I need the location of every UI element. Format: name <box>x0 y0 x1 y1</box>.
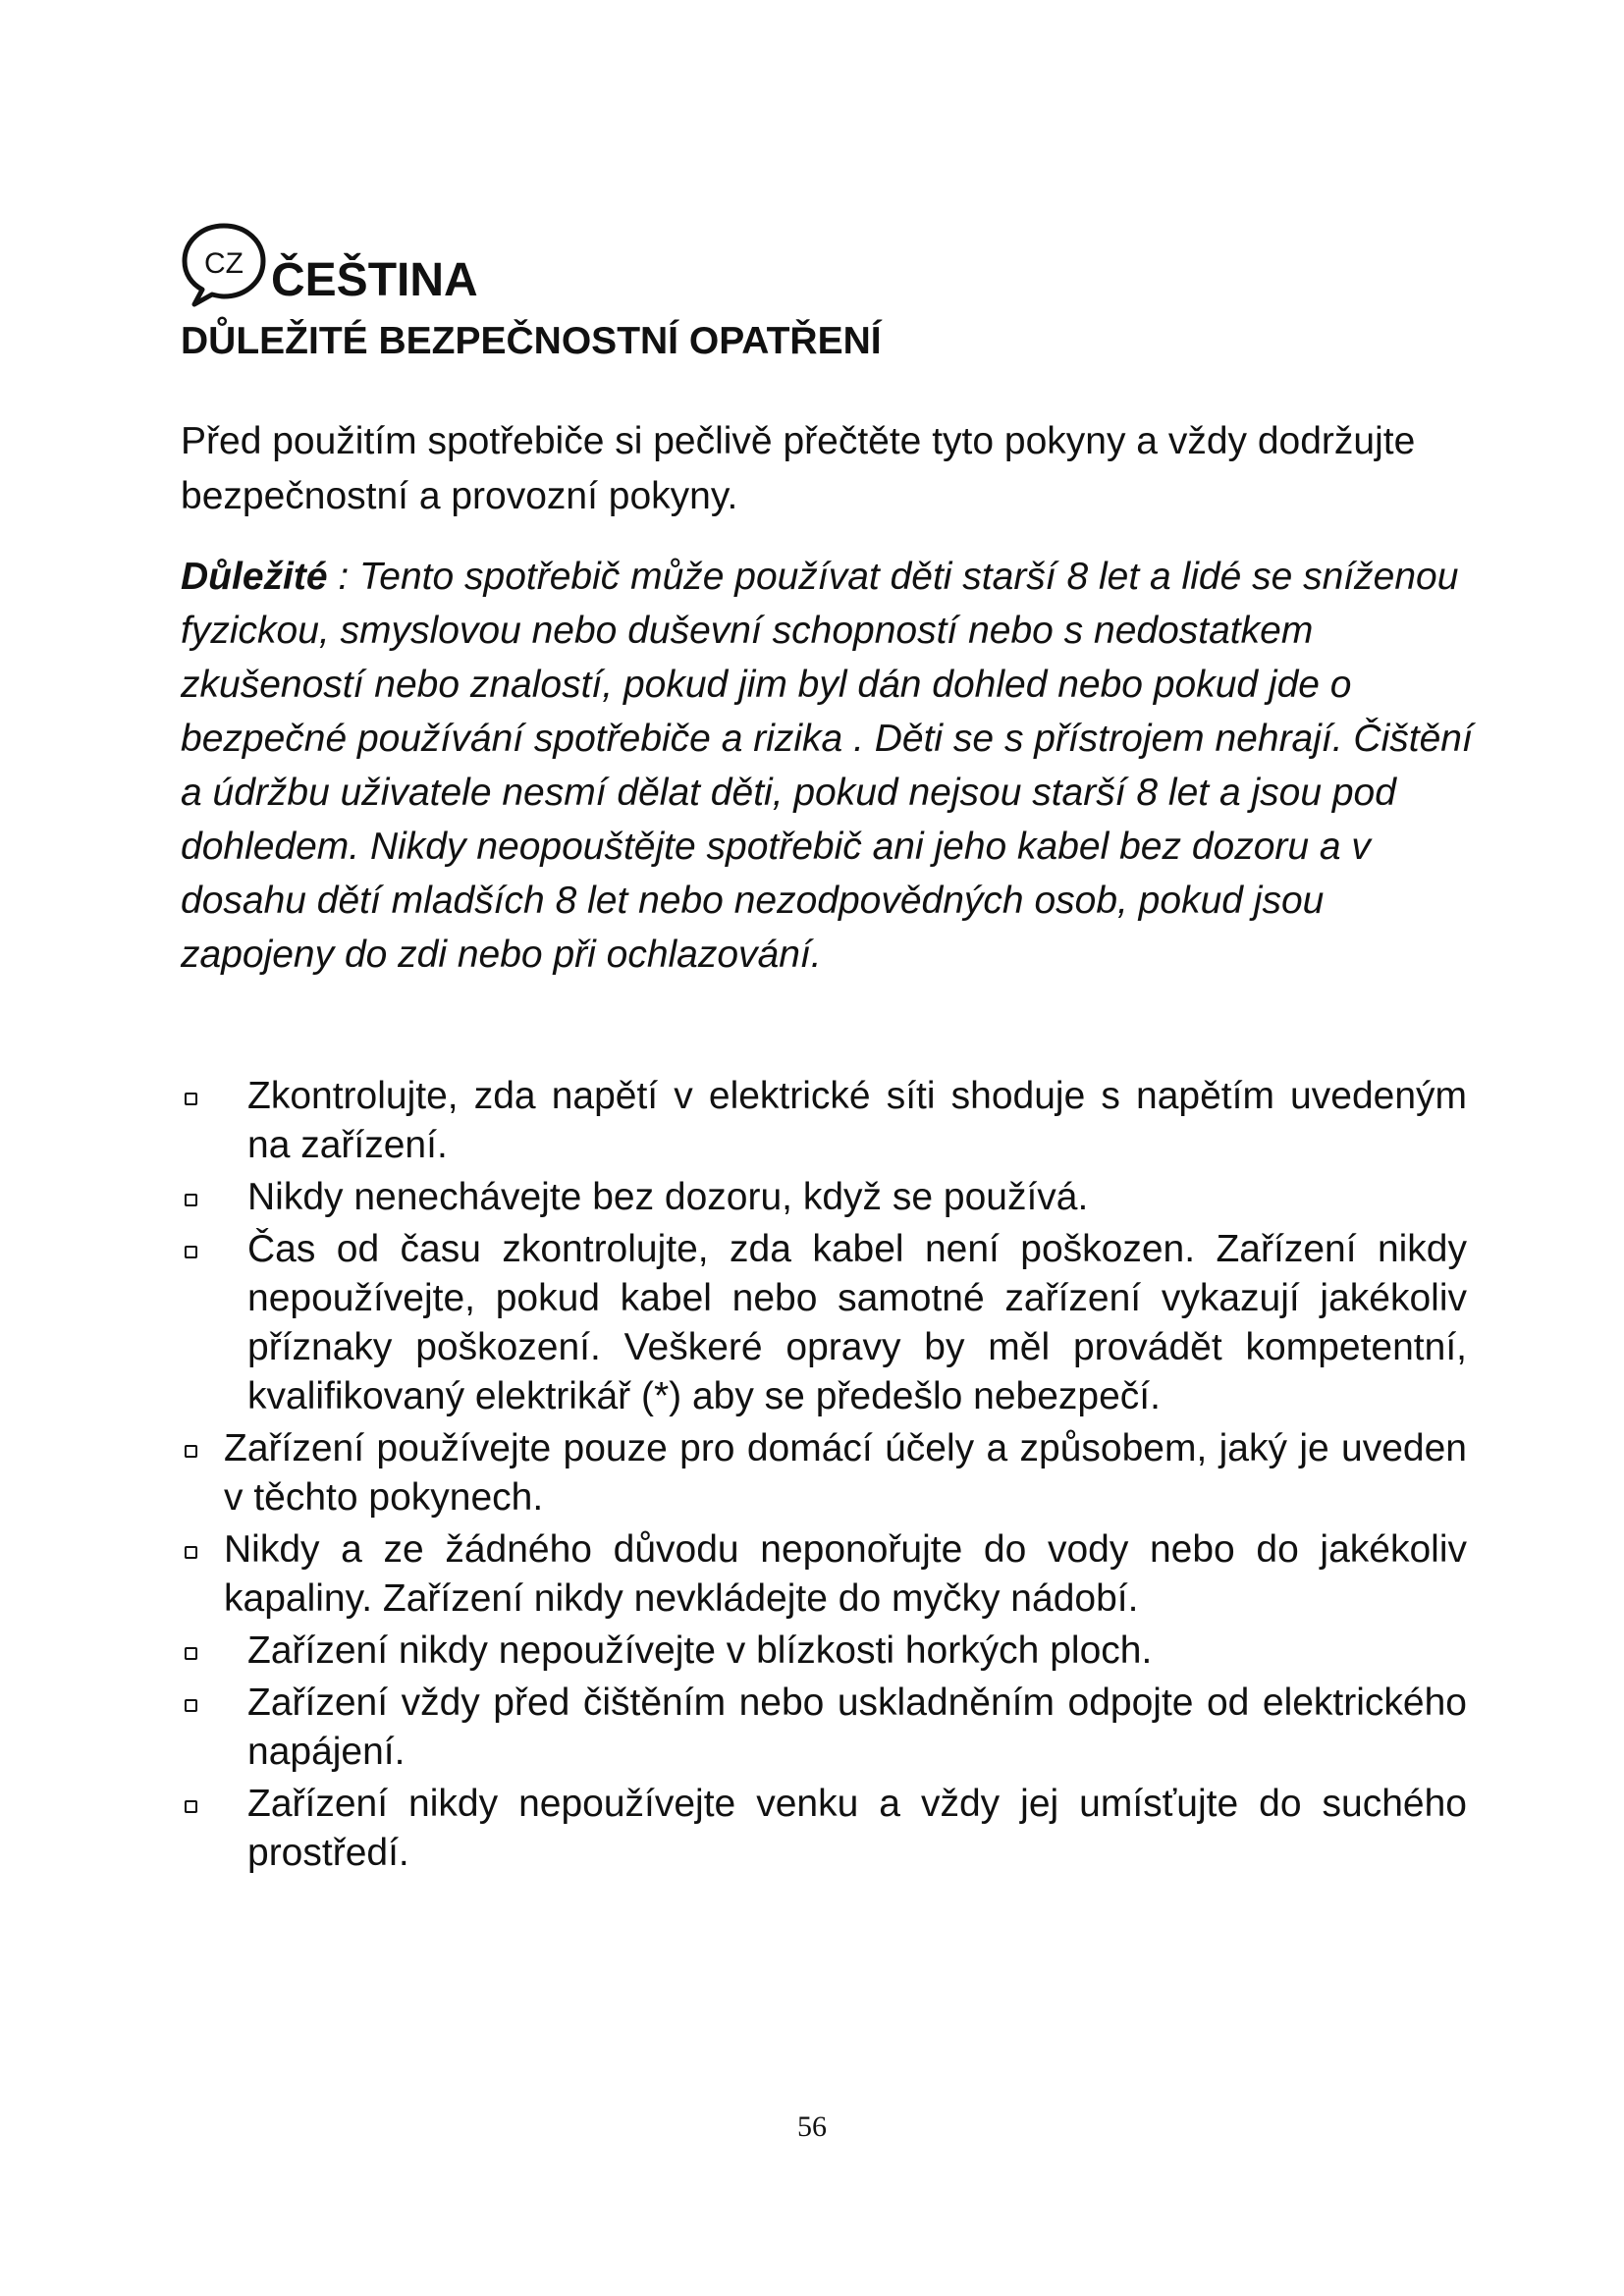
checkbox-bullet-icon <box>185 1546 197 1559</box>
checkbox-bullet-icon <box>185 1246 197 1258</box>
language-badge-text: CZ <box>204 247 244 280</box>
important-text: : Tento spotřebič může používat děti starší 8 let a lidé se sníženou fyzickou, smyslovou nebo duševní schopností nebo s nedostatkem zkušeností nebo znalostí, pokud jim byl dán dohled nebo pokud jde o bezpečné používání spotřebiče a rizika . Děti se s přístrojem nehrají. Čištění a údržbu uživatele nesmí dělat děti, pokud nejsou starší 8 let a jsou pod dohledem. Nikdy neopouštějte spotřebič ani jeho kabel bez dozoru a v dosahu dětí mladších 8 let nebo nezodpovědných osob, pokud jsou zapojeny do zdi nebo při ochlazování. <box>181 556 1473 976</box>
important-lead: Důležité <box>181 556 328 598</box>
checkbox-bullet-icon <box>185 1800 197 1813</box>
checkbox-bullet-icon <box>185 1699 197 1712</box>
speech-bubble-icon <box>177 218 271 312</box>
safety-list <box>181 1072 1467 1881</box>
list-item: Zařízení nikdy nepoužívejte venku a vždy jej umísťujte do suchého prostředí. <box>181 1780 1467 1878</box>
list-item: Zařízení nikdy nepoužívejte v blízkosti horkých ploch. <box>181 1627 1467 1676</box>
checkbox-bullet-icon <box>185 1647 197 1660</box>
list-item: Zkontrolujte, zda napětí v elektrické síti shoduje s napětím uvedeným na zařízení. <box>181 1072 1467 1170</box>
section-title: DŮLEŽITÉ BEZPEČNOSTNÍ OPATŘENÍ <box>181 320 882 362</box>
intro-paragraph: Před použitím spotřebiče si pečlivě přečtěte tyto pokyny a vždy dodržujte bezpečnostní a provozní pokyny. <box>181 420 1416 517</box>
checkbox-bullet-icon <box>185 1194 197 1206</box>
page-number: 56 <box>797 2110 827 2143</box>
checkbox-bullet-icon <box>185 1445 197 1458</box>
list-item: Zařízení používejte pouze pro domácí účely a způsobem, jaký je uveden v těchto pokynech. <box>181 1424 1467 1522</box>
list-item: Čas od času zkontrolujte, zda kabel není poškozen. Zařízení nikdy nepoužívejte, pokud kabel nebo samotné zařízení vykazují jakékoliv příznaky poškození. Veškeré opravy by měl provádět kompetentní, kvalifikovaný elektrikář (*) aby se předešlo nebezpečí. <box>181 1225 1467 1421</box>
list-item: Zařízení vždy před čištěním nebo uskladněním odpojte od elektrického napájení. <box>181 1679 1467 1777</box>
list-item: Nikdy a ze žádného důvodu neponořujte do vody nebo do jakékoliv kapaliny. Zařízení nikdy nevkládejte do myčky nádobí. <box>181 1525 1467 1624</box>
language-title: ČEŠTINA <box>271 254 478 306</box>
checkbox-bullet-icon <box>185 1093 197 1105</box>
important-paragraph <box>181 550 1487 982</box>
list-item: Nikdy nenechávejte bez dozoru, když se používá. <box>181 1173 1467 1222</box>
